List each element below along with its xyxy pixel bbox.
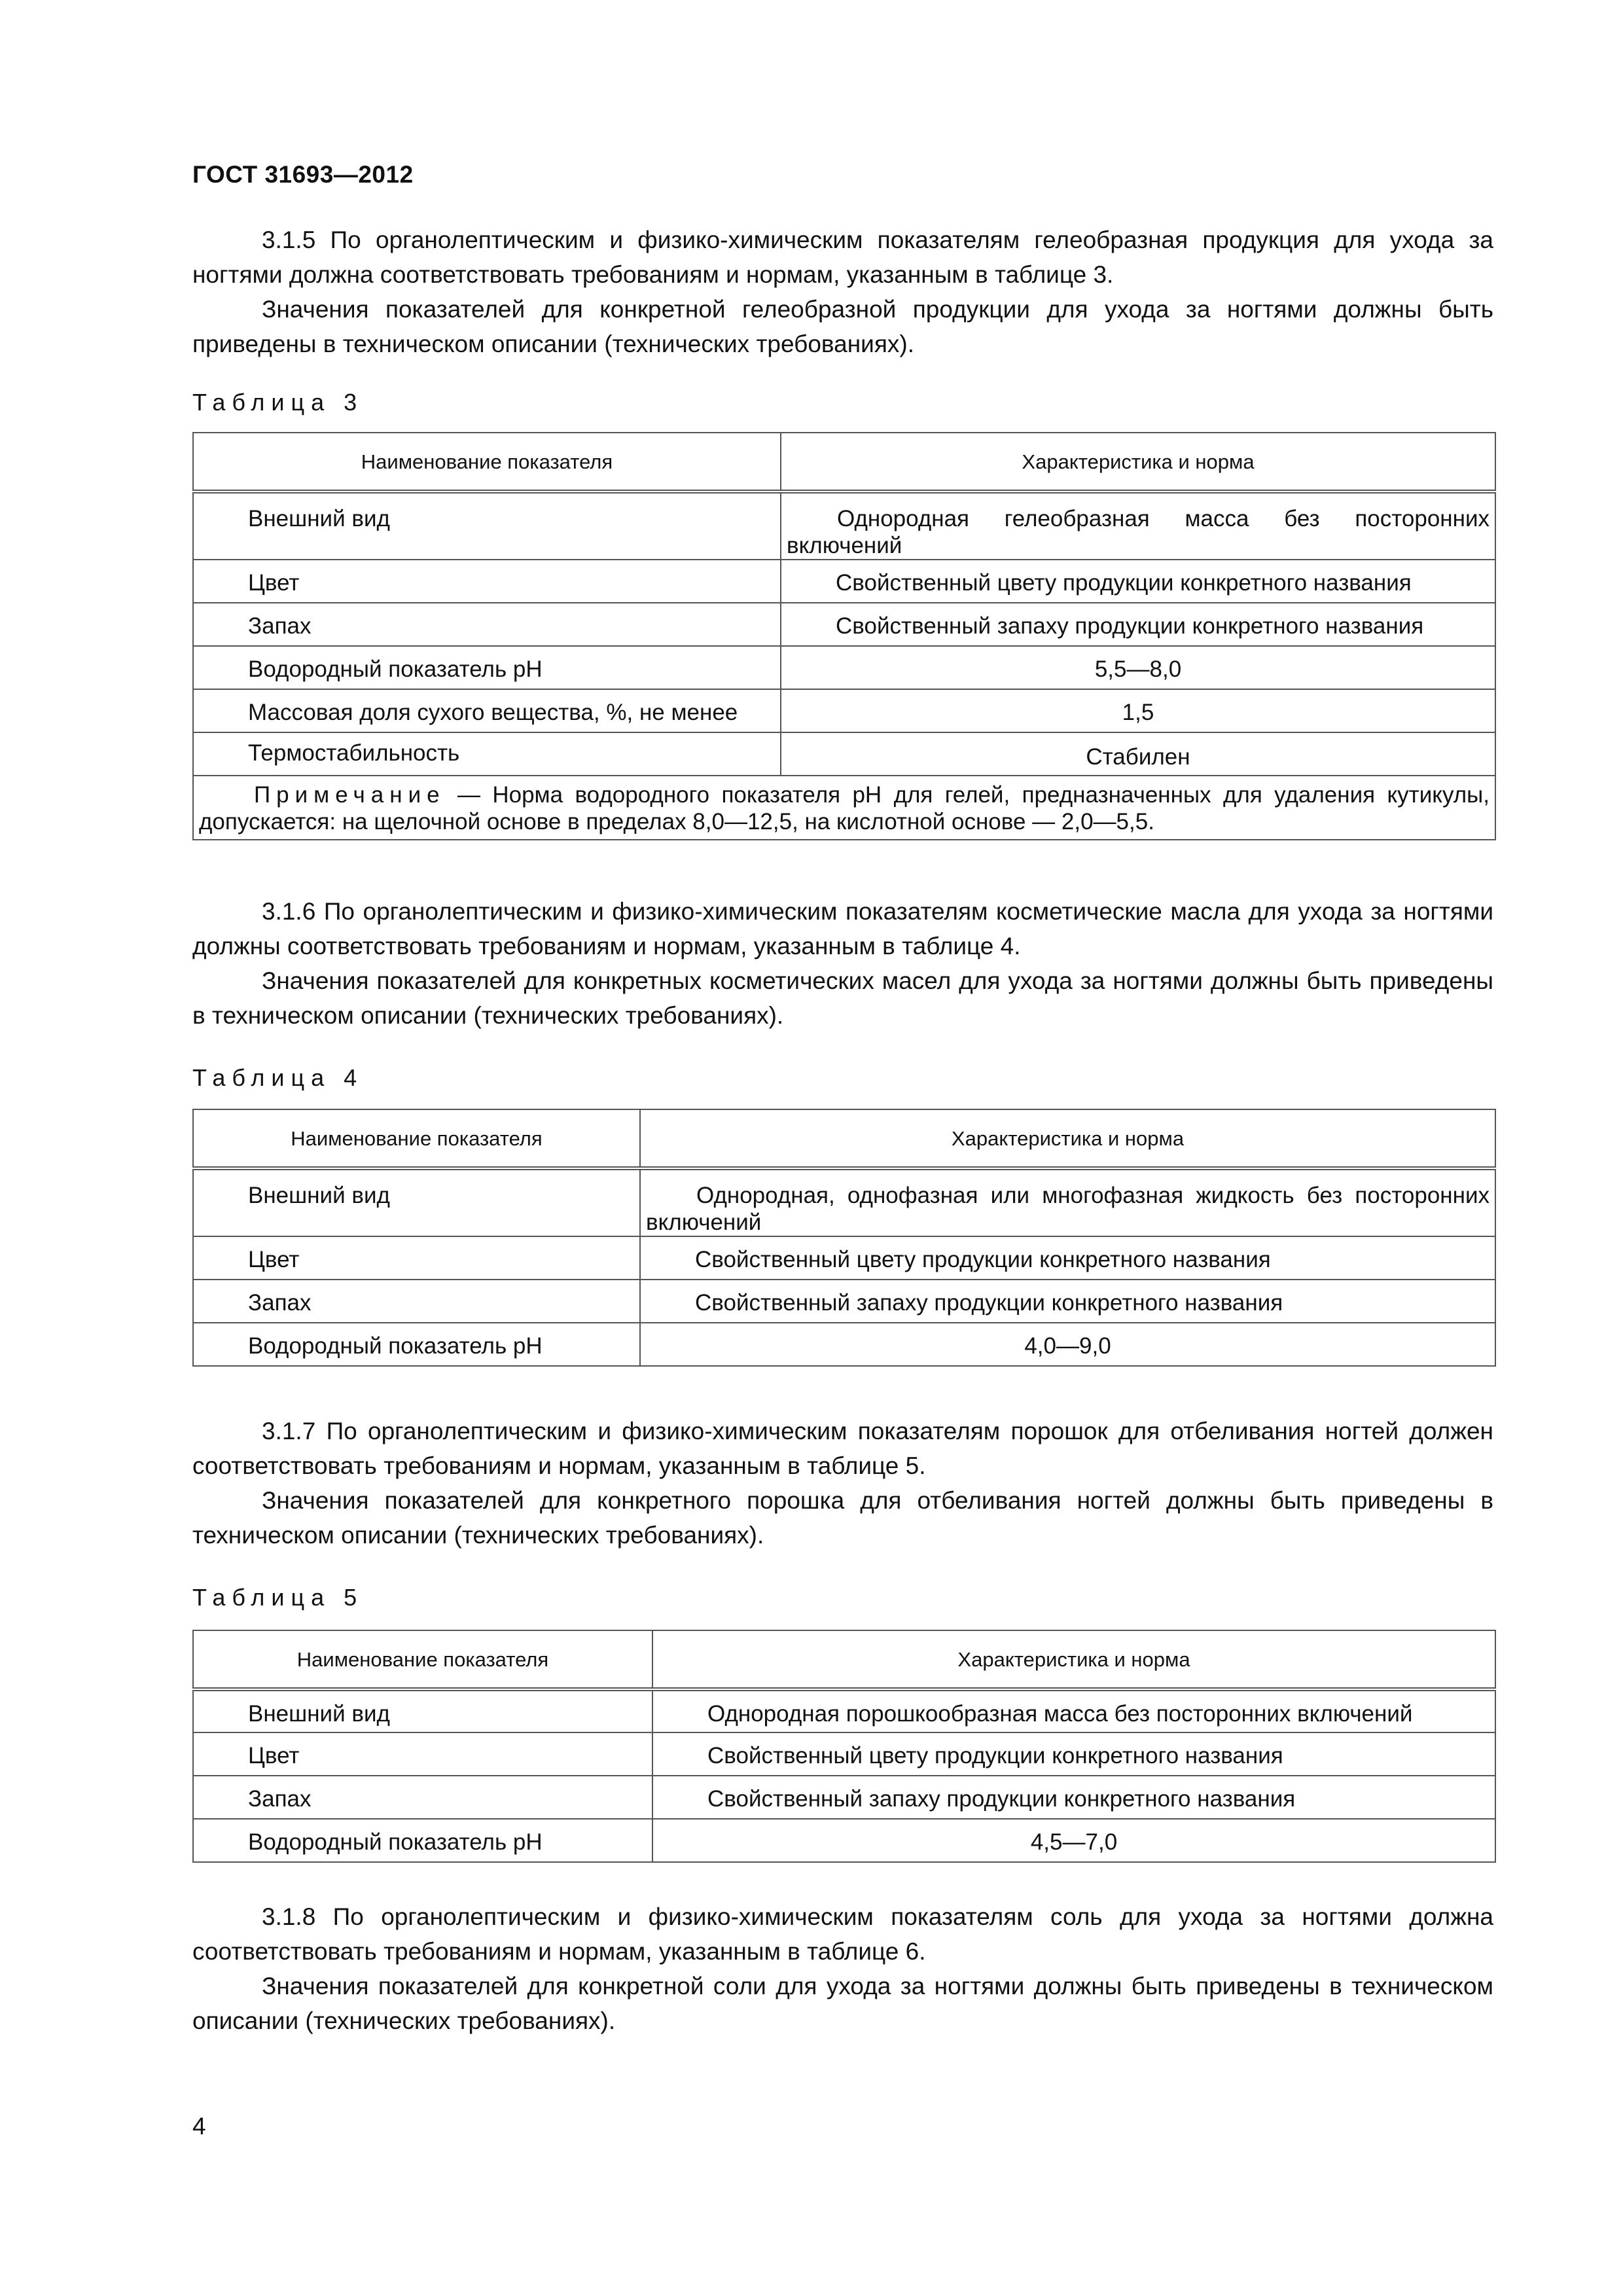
section-3-1-6 bbox=[192, 894, 1493, 1033]
row-name: Цвет bbox=[193, 1732, 652, 1776]
row-value: 5,5—8,0 bbox=[781, 646, 1495, 689]
row-value: 4,5—7,0 bbox=[652, 1819, 1495, 1862]
table-row bbox=[193, 1819, 1495, 1862]
row-name: Запах bbox=[193, 1280, 640, 1323]
table-row bbox=[193, 732, 1495, 776]
row-value: Однородная порошкообразная масса без посторонних включений bbox=[652, 1689, 1495, 1732]
table-5-caption: Таблица 5 bbox=[192, 1584, 364, 1611]
row-name: Массовая доля сухого вещества, %, не менее bbox=[193, 689, 781, 732]
section-3-1-8 bbox=[192, 1899, 1493, 2038]
paragraph: 3.1.6 По органолептическим и физико-химическим показателям косметические масла для ухода за ногтями должны соответствовать требованиям и нормам, указанным в таблице 4. bbox=[192, 898, 1493, 960]
paragraph: 3.1.5 По органолептическим и физико-химическим показателям гелеобразная продукция для ухода за ногтями должна соответствовать требованиям и нормам, указанным в таблице 3. bbox=[192, 226, 1493, 288]
row-name: Цвет bbox=[193, 1236, 640, 1280]
table-row bbox=[193, 603, 1495, 646]
table-header-name: Наименование показателя bbox=[193, 433, 781, 492]
paragraph: 3.1.7 По органолептическим и физико-химическим показателям порошок для отбеливания ногтей должен соответствовать требованиям и нормам, указанным в таблице 5. bbox=[192, 1418, 1493, 1479]
table-4 bbox=[192, 1109, 1496, 1367]
row-name: Внешний вид bbox=[193, 1168, 640, 1236]
row-value: Свойственный запаху продукции конкретного названия bbox=[652, 1776, 1495, 1819]
row-name: Водородный показатель pH bbox=[193, 1819, 652, 1862]
table-row bbox=[193, 492, 1495, 560]
table-row bbox=[193, 1280, 1495, 1323]
paragraph: Значения показателей для конкретной гелеобразной продукции для ухода за ногтями должны быть приведены в техническом описании (технических требованиях). bbox=[192, 296, 1493, 357]
row-value: Стабилен bbox=[781, 732, 1495, 776]
paragraph: Значения показателей для конкретной соли для ухода за ногтями должны быть приведены в техническом описании (технических требованиях). bbox=[192, 1973, 1493, 2034]
row-name: Водородный показатель pH bbox=[193, 1323, 640, 1366]
row-value: 1,5 bbox=[781, 689, 1495, 732]
row-name: Запах bbox=[193, 603, 781, 646]
paragraph: Значения показателей для конкретного порошка для отбеливания ногтей должны быть приведены в техническом описании (технических требованиях). bbox=[192, 1487, 1493, 1549]
section-3-1-5 bbox=[192, 223, 1493, 361]
row-name: Внешний вид bbox=[193, 492, 781, 560]
row-value: Свойственный цвету продукции конкретного названия bbox=[640, 1236, 1495, 1280]
row-name: Термостабильность bbox=[193, 732, 781, 776]
table-row bbox=[193, 646, 1495, 689]
paragraph: Значения показателей для конкретных косметических масел для ухода за ногтями должны быть приведены в техническом описании (технических требованиях). bbox=[192, 967, 1493, 1029]
table-note-row bbox=[193, 776, 1495, 840]
table-header-norm: Характеристика и норма bbox=[781, 433, 1495, 492]
page-number: 4 bbox=[192, 2113, 206, 2140]
row-value: Однородная гелеобразная масса без посторонних включений bbox=[781, 492, 1495, 560]
row-value: 4,0—9,0 bbox=[640, 1323, 1495, 1366]
table-3 bbox=[192, 432, 1496, 840]
row-value: Свойственный запаху продукции конкретного названия bbox=[781, 603, 1495, 646]
table-header-name: Наименование показателя bbox=[193, 1630, 652, 1689]
table-row bbox=[193, 689, 1495, 732]
document-header: ГОСТ 31693—2012 bbox=[192, 161, 414, 188]
row-value: Свойственный цвету продукции конкретного названия bbox=[781, 560, 1495, 603]
table-row bbox=[193, 560, 1495, 603]
row-name: Внешний вид bbox=[193, 1689, 652, 1732]
table-row bbox=[193, 1732, 1495, 1776]
table-row bbox=[193, 1323, 1495, 1366]
table-header-name: Наименование показателя bbox=[193, 1109, 640, 1168]
row-value: Однородная, однофазная или многофазная жидкость без посторонних включений bbox=[640, 1168, 1495, 1236]
paragraph: 3.1.8 По органолептическим и физико-химическим показателям соль для ухода за ногтями должна соответствовать требованиям и нормам, указанным в таблице 6. bbox=[192, 1903, 1493, 1965]
table-row bbox=[193, 1168, 1495, 1236]
table-header-norm: Характеристика и норма bbox=[652, 1630, 1495, 1689]
table-note bbox=[193, 776, 1495, 840]
row-value: Свойственный цвету продукции конкретного названия bbox=[652, 1732, 1495, 1776]
row-value: Свойственный запаху продукции конкретного названия bbox=[640, 1280, 1495, 1323]
table-5 bbox=[192, 1630, 1496, 1863]
section-3-1-7 bbox=[192, 1414, 1493, 1552]
table-row bbox=[193, 1689, 1495, 1732]
table-row bbox=[193, 1236, 1495, 1280]
table-row bbox=[193, 1776, 1495, 1819]
table-header-norm: Характеристика и норма bbox=[640, 1109, 1495, 1168]
row-name: Цвет bbox=[193, 560, 781, 603]
note-label: Примечание bbox=[254, 782, 446, 808]
row-name: Водородный показатель pH bbox=[193, 646, 781, 689]
row-name: Запах bbox=[193, 1776, 652, 1819]
note-text: — Норма водородного показателя pH для гелей, предназначенных для удаления кутикулы, допускается: на щелочной основе в пределах 8,0—12,5, на кислотной основе — 2,0—5,5. bbox=[199, 782, 1489, 834]
table-4-caption: Таблица 4 bbox=[192, 1064, 364, 1091]
table-3-caption: Таблица 3 bbox=[192, 389, 364, 416]
